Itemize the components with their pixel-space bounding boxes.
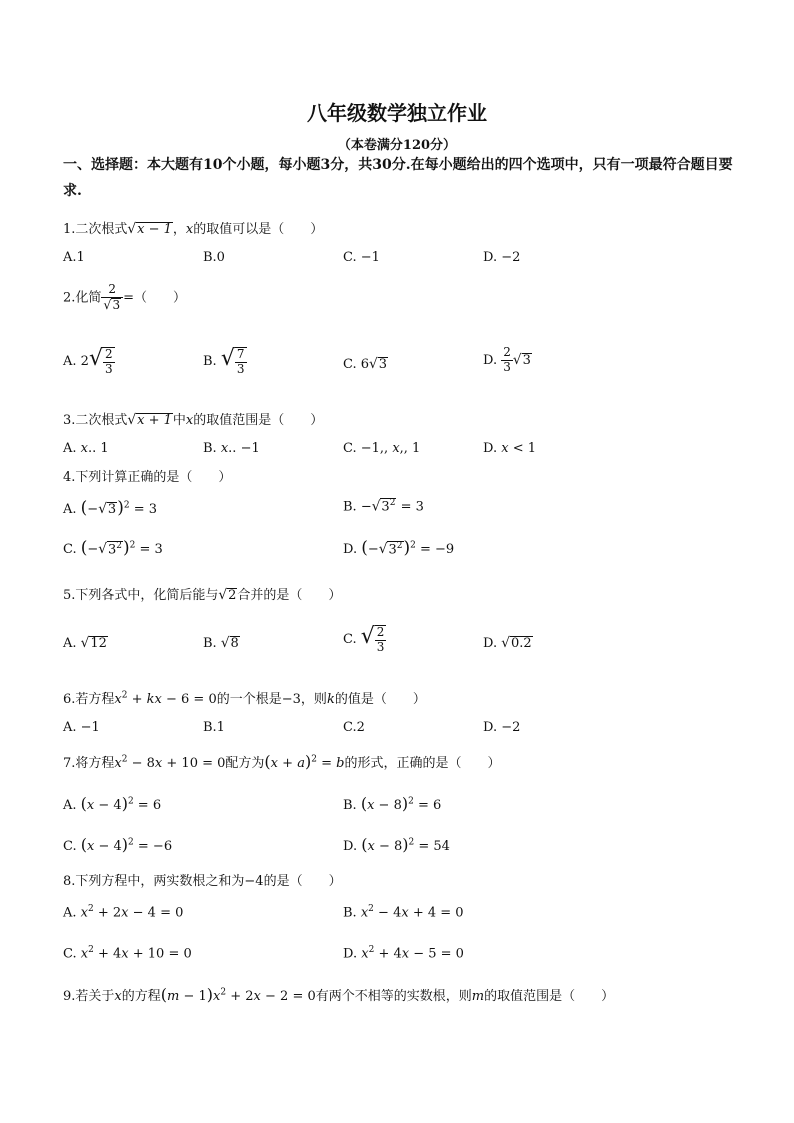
question-7: 7.将方程$x^2 - 8x + 10 = 0$配方为$(x + a)^2 = b$的形式，正确的是（ ） xyxy=(63,752,501,771)
q3-option-c: C. −1,, x,, 1 xyxy=(343,441,421,456)
q6-option-d: D. −2 xyxy=(483,720,521,735)
q7-option-d: D. $(x - 8)^2 = 54$ xyxy=(343,835,450,854)
question-6: 6.若方程$x^2$ + kx − 6 = 0的一个根是−3，则k的值是（ ） xyxy=(63,690,426,707)
q3-option-d: D. x < 1 xyxy=(483,441,537,456)
score-note: （本卷满分120分） xyxy=(337,138,457,153)
question-2: 2.化简 $\frac{2}{√3}$ =（ ） xyxy=(63,282,186,312)
math-fraction: $\frac{2}{√3}$ xyxy=(101,283,123,313)
q8-option-a: A. $x^2 + 2x - 4 = 0$ xyxy=(63,904,184,921)
q6-option-c: C.2 xyxy=(343,720,365,735)
q8-option-d: D. $x^2 + 4x - 5 = 0$ xyxy=(343,945,464,962)
q7-option-b: B. $(x - 8)^2 = 6$ xyxy=(343,794,442,813)
page-title: 八年级数学独立作业 xyxy=(307,101,487,125)
q1-option-a: A.1 xyxy=(63,250,85,265)
question-3: 3.二次根式√x + 1中x的取值范围是（ ） xyxy=(63,412,324,428)
q7-option-c: C. $(x - 4)^2 = -6$ xyxy=(63,835,173,854)
q1-option-b: B.0 xyxy=(203,250,225,265)
q1-option-d: D. −2 xyxy=(483,250,521,265)
question-1: 1.二次根式√x − 1，x的取值可以是（ ） xyxy=(63,221,324,237)
q8-option-b: B. $x^2 - 4x + 4 = 0$ xyxy=(343,904,464,921)
q3-option-a: A. x.. 1 xyxy=(63,441,109,456)
question-4: 4.下列计算正确的是（ ） xyxy=(63,470,232,485)
q3-option-b: B. x.. −1 xyxy=(203,441,260,456)
q5-option-d: D. √0.2 xyxy=(483,635,532,651)
q4-option-d: D. $(-√3^2)^2 = -9$ xyxy=(343,538,455,558)
q2-option-a: A. 2√ $\frac{2}{3}$ xyxy=(63,346,113,376)
question-5: 5.下列各式中，化简后能与√2合并的是（ ） xyxy=(63,587,342,603)
question-8: 8.下列方程中，两实数根之和为−4的是（ ） xyxy=(63,874,342,889)
q5-option-a: A. √12 xyxy=(63,635,107,651)
q2-option-c: C. 6√3 xyxy=(343,356,388,372)
q5-option-c: C. √ $\frac{2}{3}$ xyxy=(343,624,385,654)
math-expr: √x − 1 xyxy=(127,221,172,237)
q6-option-a: A. −1 xyxy=(63,720,100,735)
q6-option-b: B.1 xyxy=(203,720,225,735)
q4-option-a: A. $(-√3)^2 = 3$ xyxy=(63,498,157,518)
q2-option-d: D. $\frac{2}{3}$ √3 xyxy=(483,345,531,374)
q5-option-b: B. √8 xyxy=(203,635,239,651)
question-9: 9.若关于x的方程$(m - 1)x^2 + 2x - 2 = 0$有两个不相等的实数根，则m的取值范围是（ ） xyxy=(63,985,615,1004)
q8-option-c: C. $x^2 + 4x + 10 = 0$ xyxy=(63,945,192,962)
q7-option-a: A. $(x - 4)^2 = 6$ xyxy=(63,794,162,813)
q4-option-b: B. $-√3^2 = 3$ xyxy=(343,498,424,515)
q4-option-c: C. $(-√3^2)^2 = 3$ xyxy=(63,538,163,558)
q1-option-c: C. −1 xyxy=(343,250,380,265)
q2-option-b: B. √ $\frac{7}{3}$ xyxy=(203,346,245,376)
section-heading: 一、选择题：本大题有10个小题，每小题3分，共30分.在每小题给出的四个选项中，只有一项最符合题目要求. xyxy=(63,157,733,199)
